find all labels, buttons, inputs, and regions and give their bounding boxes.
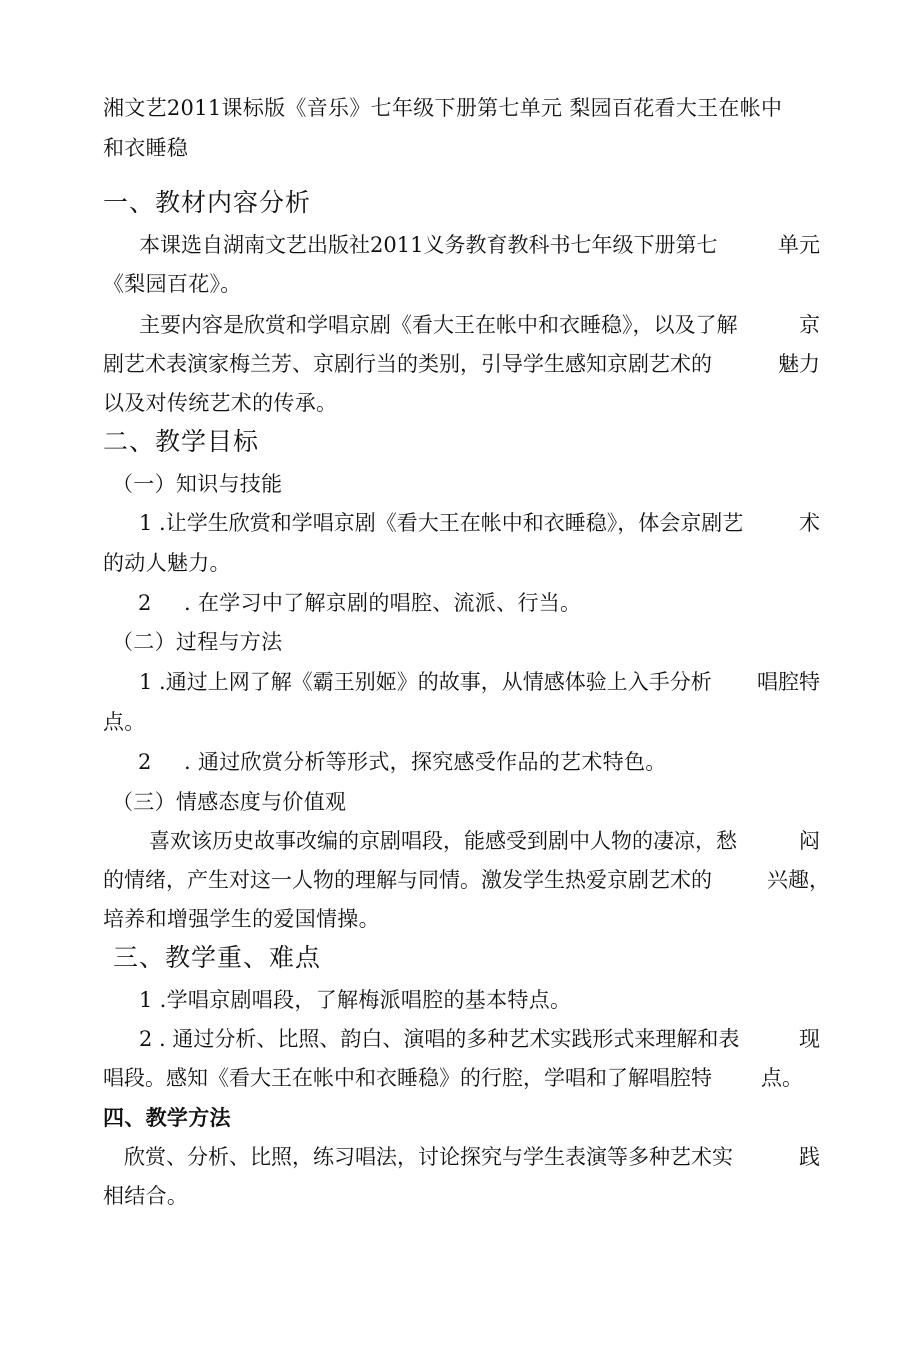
section-1-heading: 一、教材内容分析 (103, 188, 312, 217)
objective-1-1-line-2: 的动人魅力。 (103, 551, 231, 575)
objective-1-1-line-1 (139, 509, 820, 537)
section-2-paragraph-line-2 (103, 866, 830, 894)
text-segment: 京 (799, 313, 820, 337)
document-title-line-1: 湘文艺2011课标版《音乐》七年级下册第七单元 梨园百花看大王在帐中 (103, 96, 783, 120)
text-segment: 唱段。感知《看大王在帐中和衣睡稳》的行腔，学唱和了解唱腔特 (103, 1066, 712, 1090)
text-segment: 的情绪，产生对这一人物的理解与同情。激发学生热爱京剧艺术的 (103, 868, 712, 892)
section-1-paragraph-1-line-1 (139, 231, 820, 259)
text-segment: 喜欢该历史故事改编的京剧唱段，能感受到剧中人物的凄凉，愁 (149, 829, 737, 853)
objective-2-2-text: . 通过欣赏分析等形式，探究感受作品的艺术特色。 (184, 750, 667, 774)
document-title-line-2: 和衣睡稳 (103, 136, 189, 160)
subsection-2-3-heading: （三）情感态度与价值观 (112, 790, 347, 814)
section-1-paragraph-2-line-3: 以及对传统艺术的传承。 (103, 391, 338, 415)
section-1-paragraph-1-line-2: 《梨园百花》。 (103, 272, 242, 296)
section-1-paragraph-2-line-2 (103, 350, 820, 378)
text-segment: 2 . 通过分析、比照、韵白、演唱的多种艺术实践形式来理解和表 (139, 1027, 740, 1051)
text-segment: 现 (799, 1027, 820, 1051)
section-3-heading: 三、教学重、难点 (113, 943, 322, 972)
objective-1-2-text: . 在学习中了解京剧的唱腔、流派、行当。 (184, 591, 582, 615)
objective-2-2-number: 2 (138, 750, 152, 774)
section-2-paragraph-line-3: 培养和增强学生的爱国情操。 (103, 907, 380, 931)
text-segment: 践 (799, 1145, 820, 1169)
objective-1-2-number: 2 (138, 591, 152, 615)
section-4-paragraph-line-1 (124, 1143, 820, 1171)
text-segment: 魅力 (778, 352, 820, 376)
text-segment: 欣赏、分析、比照，练习唱法，讨论探究与学生表演等多种艺术实 (124, 1145, 733, 1169)
section-1-paragraph-2-line-1 (139, 311, 820, 339)
subsection-2-2-heading: （二）过程与方法 (112, 630, 283, 654)
text-segment: 唱腔特 (757, 670, 820, 694)
key-point-2-line-1 (139, 1025, 820, 1053)
text-segment: 单元 (778, 233, 820, 257)
text-segment: 主要内容是欣赏和学唱京剧《看大王在帐中和衣睡稳》，以及了解 (139, 313, 738, 337)
key-point-2-line-2 (103, 1064, 803, 1092)
section-4-heading: 四、教学方法 (103, 1105, 231, 1130)
objective-2-1-line-1 (139, 668, 820, 696)
text-segment: 1 .通过上网了解《霸王别姬》的故事，从情感体验上入手分析 (139, 670, 712, 694)
text-segment: 本课选自湖南文艺出版社2011义务教育教科书七年级下册第七 (139, 233, 718, 257)
objective-2-1-line-2: 点。 (103, 710, 146, 734)
section-4-paragraph-line-2: 相结合。 (103, 1184, 189, 1208)
text-segment: 术 (799, 511, 820, 535)
text-segment: 剧艺术表演家梅兰芳、京剧行当的类别，引导学生感知京剧艺术的 (103, 352, 712, 376)
section-2-paragraph-line-1 (149, 827, 820, 855)
key-point-1: 1 .学唱京剧唱段，了解梅派唱腔的基本特点。 (139, 988, 572, 1012)
text-segment: 1 .让学生欣赏和学唱京剧《看大王在帐中和衣睡稳》，体会京剧艺 (139, 511, 744, 535)
text-segment: 闷 (799, 829, 820, 853)
section-2-heading: 二、教学目标 (103, 427, 260, 456)
subsection-2-1-heading: （一）知识与技能 (112, 472, 283, 496)
text-segment: 点。 (761, 1066, 803, 1090)
text-segment: 兴趣， (767, 868, 830, 892)
